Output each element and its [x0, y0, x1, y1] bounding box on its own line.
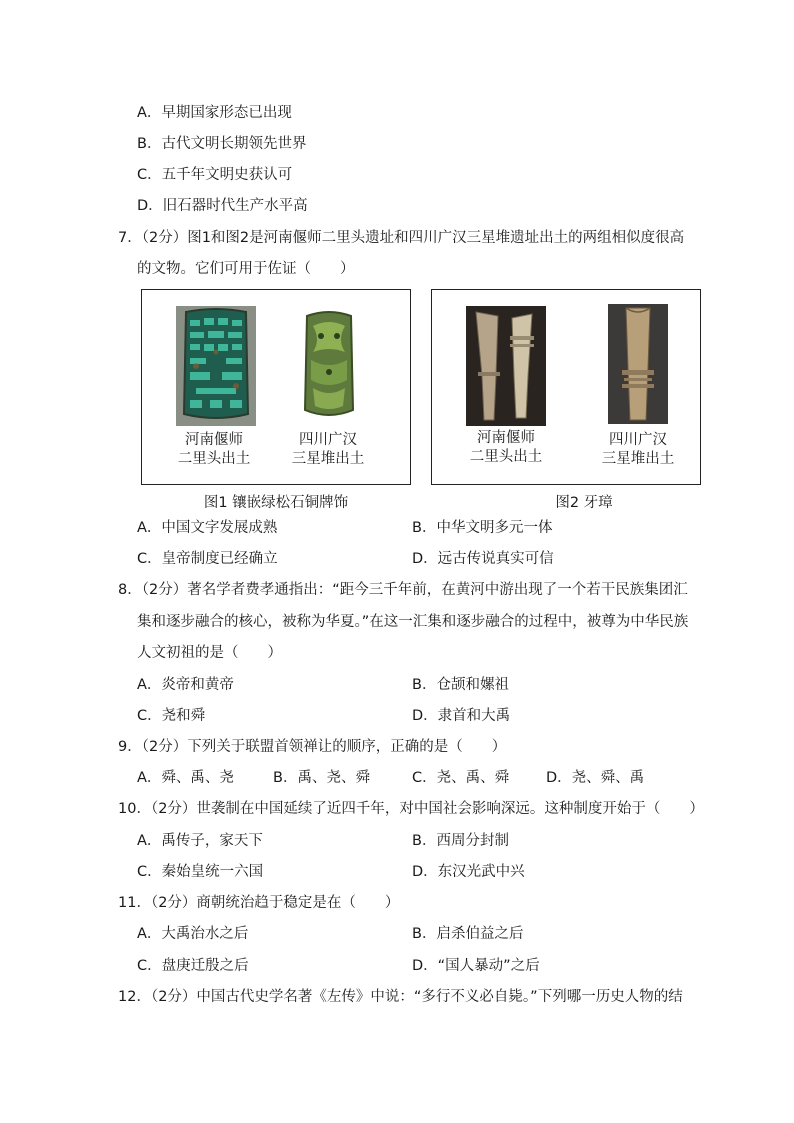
q6-option-d: D．旧石器时代生产水平高 — [137, 198, 308, 214]
q12-stem-line1: 12．（2分）中国古代史学名著《左传》中说：“多行不义必自毙。”下列哪一历史人物的结 — [118, 989, 683, 1005]
q8-option-a: A．炎帝和黄帝 — [137, 677, 234, 693]
fig2-left-caption-line2: 二里头出土 — [469, 449, 543, 465]
q8-stem-line2: 集和逐步融合的核心，被称为华夏。”在这一汇集和逐步融合的过程中，被尊为中华民族 — [137, 614, 689, 630]
turquoise-plaque-sanxingdui-image — [301, 310, 357, 420]
yazhang-sanxingdui-image — [608, 304, 668, 424]
q11-option-b: B．启杀伯益之后 — [412, 926, 524, 942]
q11-stem-line1: 11．（2分）商朝统治趋于稳定是在（ ） — [118, 895, 400, 911]
fig2-right-caption-line2: 三星堆出土 — [601, 451, 675, 467]
q9-option-c: C．尧、禹、舜 — [412, 770, 510, 786]
fig1-right-caption-line2: 三星堆出土 — [291, 451, 365, 467]
figure-1-title: 图1 镶嵌绿松石铜牌饰 — [203, 495, 349, 511]
q7-stem-line1: 7．（2分）图1和图2是河南偃师二里头遗址和四川广汉三星堆遗址出土的两组相似度很高 — [118, 230, 685, 246]
figure-2-frame — [431, 289, 701, 485]
q11-option-a: A．大禹治水之后 — [137, 926, 249, 942]
q8-stem-line1: 8．（2分）著名学者费孝通指出：“距今三千年前，在黄河中游出现了一个若干民族集团汇 — [118, 582, 688, 598]
q6-option-a: A．早期国家形态已出现 — [137, 105, 292, 121]
figure-1-frame — [141, 289, 411, 485]
q7-option-b: B．中华文明多元一体 — [412, 520, 553, 536]
q8-option-c: C．尧和舜 — [137, 708, 206, 724]
q10-stem-line1: 10．（2分）世袭制在中国延续了近四千年，对中国社会影响深远。这种制度开始于（ ） — [118, 801, 704, 817]
q9-option-a: A．舜、禹、尧 — [137, 770, 234, 786]
fig1-left-caption-line1: 河南偃师 — [185, 432, 243, 448]
fig2-left-caption-line1: 河南偃师 — [477, 430, 535, 446]
q11-option-c: C．盘庚迁殷之后 — [137, 958, 249, 974]
q7-option-d: D．远古传说真实可信 — [412, 551, 554, 567]
q6-option-c: C．五千年文明史获认可 — [137, 167, 293, 183]
figure-2-title: 图2 牙璋 — [555, 495, 613, 511]
q7-stem-line2: 的文物。它们可用于佐证（ ） — [137, 261, 355, 277]
q9-stem-line1: 9．（2分）下列关于联盟首领禅让的顺序，正确的是（ ） — [118, 739, 507, 755]
q9-option-b: B．禹、尧、舜 — [273, 770, 370, 786]
fig1-left-caption-line2: 二里头出土 — [177, 451, 251, 467]
fig2-right-caption-line1: 四川广汉 — [609, 432, 667, 448]
q10-option-d: D．东汉光武中兴 — [412, 864, 525, 880]
q10-option-b: B．西周分封制 — [412, 833, 509, 849]
yazhang-erlitou-image — [466, 306, 546, 426]
fig1-right-caption-line1: 四川广汉 — [299, 432, 357, 448]
q7-option-a: A．中国文字发展成熟 — [137, 520, 278, 536]
q11-option-d: D．“国人暴动”之后 — [412, 958, 540, 974]
q7-option-c: C．皇帝制度已经确立 — [137, 551, 278, 567]
q10-option-a: A．禹传子，家天下 — [137, 833, 263, 849]
q10-option-c: C．秦始皇统一六国 — [137, 864, 264, 880]
q8-option-b: B．仓颉和嫘祖 — [412, 677, 509, 693]
q8-option-d: D．隶首和大禹 — [412, 708, 511, 724]
q6-option-b: B．古代文明长期领先世界 — [137, 136, 307, 152]
q8-stem-line3: 人文初祖的是（ ） — [137, 645, 282, 661]
q9-option-d: D．尧、舜、禹 — [546, 770, 645, 786]
turquoise-plaque-erlitou-image — [176, 306, 256, 426]
